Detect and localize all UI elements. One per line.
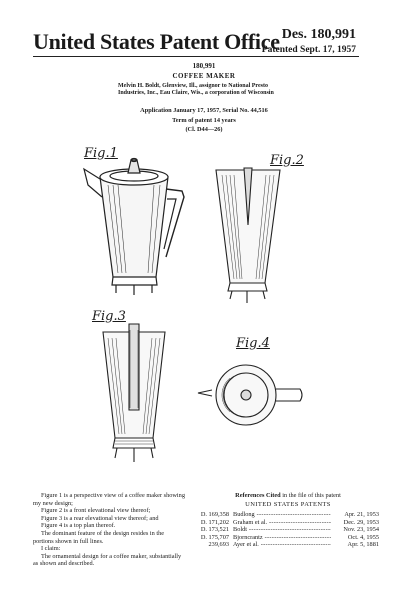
reference-date: Apr. 21, 1953 <box>331 511 379 519</box>
header-rule <box>33 56 359 57</box>
reference-row <box>197 519 379 527</box>
fig4-top-drawing <box>196 360 308 430</box>
reference-date: Dec. 29, 1953 <box>331 519 379 527</box>
reference-row <box>197 534 379 542</box>
reference-row <box>197 526 379 534</box>
reference-date: Nov. 23, 1954 <box>331 526 379 534</box>
invention-name: COFFEE MAKER <box>172 72 236 80</box>
references-heading: References Cited in the file of this patent <box>235 492 341 499</box>
reference-number: D. 175,707 <box>200 533 229 541</box>
fig4-label: Fig.4 <box>236 336 270 351</box>
description-para: Figure 2 is a front elevational view thereof; <box>41 507 151 515</box>
description-para: I claim: <box>41 545 61 553</box>
inventor-text: Melvin H. Boldt, Glenview, Ill., assignor to National Presto Industries, Inc., Eau Claire, Wis., a corporation of Wisconsin <box>118 83 274 97</box>
fig3-rear-drawing <box>95 320 175 470</box>
patented-date: Patented Sept. 17, 1957 <box>261 45 356 55</box>
reference-date: Oct. 4, 1955 <box>331 534 379 542</box>
term-line: Term of patent 14 years <box>172 117 236 124</box>
reference-name: Graham et al. ----- <box>233 519 331 527</box>
description-para: The dominant feature of the design resides in the portions shown in full lines. <box>33 529 165 545</box>
fig2-label: Fig.2 <box>270 153 304 168</box>
description-para: Figure 3 is a rear elevational view thereof; and <box>41 514 159 522</box>
fig3-label: Fig.3 <box>92 309 126 324</box>
description-para: Figure 4 is a top plan thereof. <box>41 522 116 530</box>
reference-name: Boldt ----- <box>233 526 331 534</box>
classification-line: (Cl. D44—26) <box>185 126 223 133</box>
references-subheading: UNITED STATES PATENTS <box>245 501 331 508</box>
reference-row <box>197 511 379 519</box>
reference-name: Bjorncrantz ----- <box>233 534 331 542</box>
reference-number: D. 169,358 <box>200 511 229 518</box>
reference-number: D. 173,521 <box>200 526 229 533</box>
reference-number: D. 171,202 <box>200 518 229 526</box>
reference-date: Apr. 5, 1881 <box>331 541 379 549</box>
application-line: Application January 17, 1957, Serial No. 44,516 <box>140 107 268 114</box>
description-text <box>33 492 185 568</box>
reference-number: 239,693 <box>208 541 229 548</box>
references-cited <box>197 492 379 549</box>
patent-number: 180,991 <box>192 62 216 70</box>
references-list <box>197 511 379 549</box>
fig1-perspective-drawing <box>78 155 198 300</box>
fig2-front-drawing <box>210 165 285 310</box>
reference-row <box>197 541 379 549</box>
description-para: The ornamental design for a coffee maker, substantially as shown and described. <box>33 552 182 568</box>
reference-name: Budlong ----- <box>233 511 331 519</box>
office-title: United States Patent Office <box>33 29 280 54</box>
reference-name: Ayer et al. ----- <box>233 541 331 549</box>
description-para: Figure 1 is a perspective view of a coffee maker showing my new design; <box>33 492 185 507</box>
design-number: Des. 180,991 <box>281 27 356 42</box>
fig1-label: Fig.1 <box>84 146 118 161</box>
